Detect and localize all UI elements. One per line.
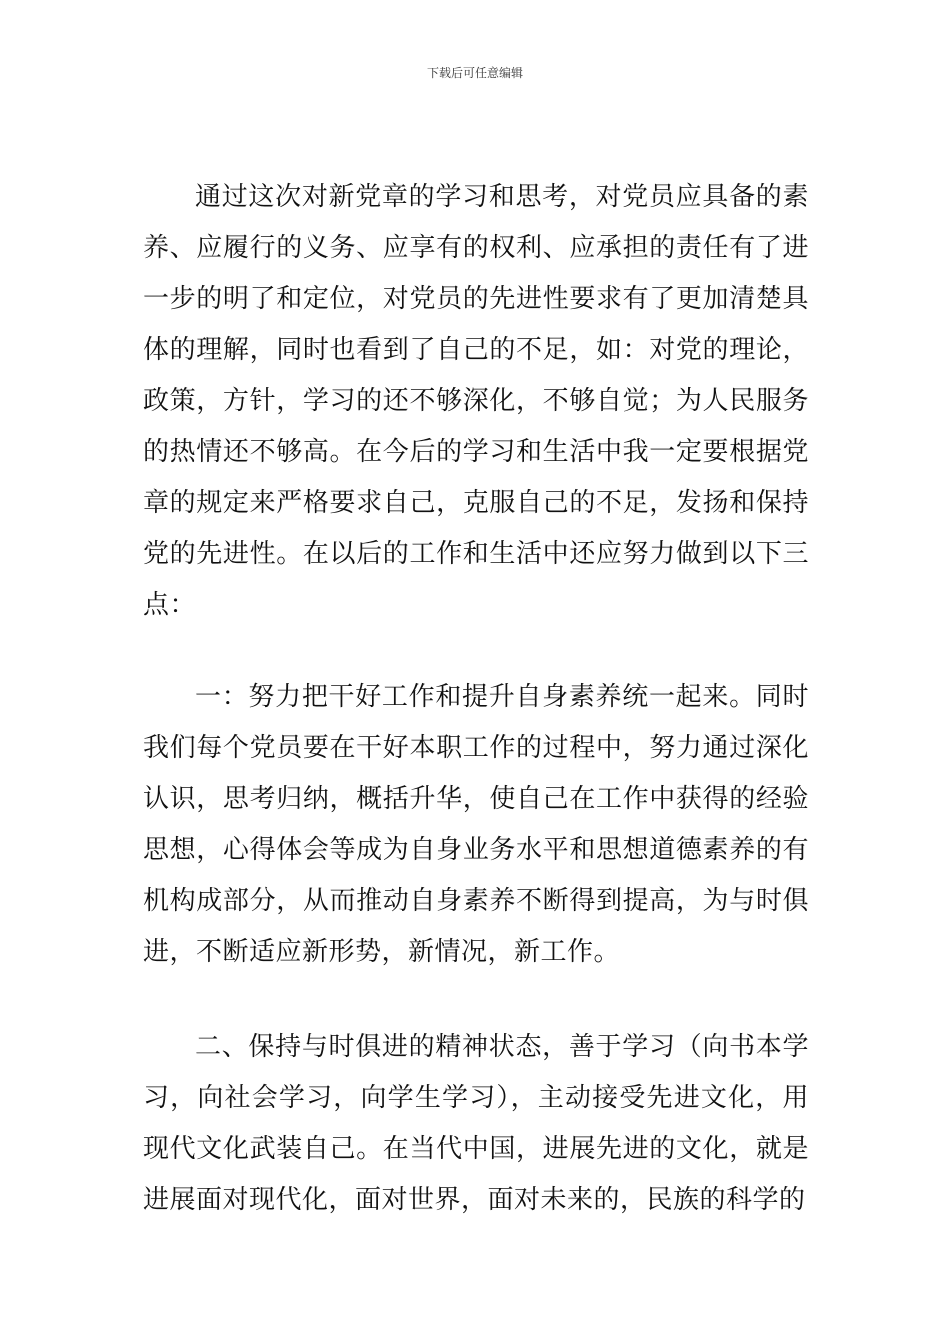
paragraph-intro: 通过这次对新党章的学习和思考，对党员应具备的素养、应履行的义务、应享有的权利、应承担的责任有了进一步的明了和定位，对党员的先进性要求有了更加清楚具体的理解，同时也看到了自己的不足，如：对党的理论，政策，方针，学习的还不够深化，不够自觉；为人民服务的热情还不够高。在今后的学习和生活中我一定要根据党章的规定来严格要求自己，克服自己的不足，发扬和保持党的先进性。在以后的工作和生活中还应努力做到以下三点： [143, 182, 809, 620]
paragraph-point-two: 二、保持与时俱进的精神状态，善于学习（向书本学习，向社会学习，向学生学习），主动接受先进文化，用现代文化武装自己。在当代中国，进展先进的文化，就是进展面对现代化，面对世界，面对未来的，民族的科学的 [143, 1032, 809, 1215]
paragraph-point-one: 一：努力把干好工作和提升自身素养统一起来。同时我们每个党员要在干好本职工作的过程中，努力通过深化认识，思考归纳，概括升华，使自己在工作中获得的经验思想，心得体会等成为自身业务水平和思想道德素养的有机构成部分，从而推动自身素养不断得到提高，为与时俱进，不断适应新形势，新情况，新工作。 [143, 682, 809, 967]
page-header: 下载后可任意编辑 [426, 66, 523, 80]
